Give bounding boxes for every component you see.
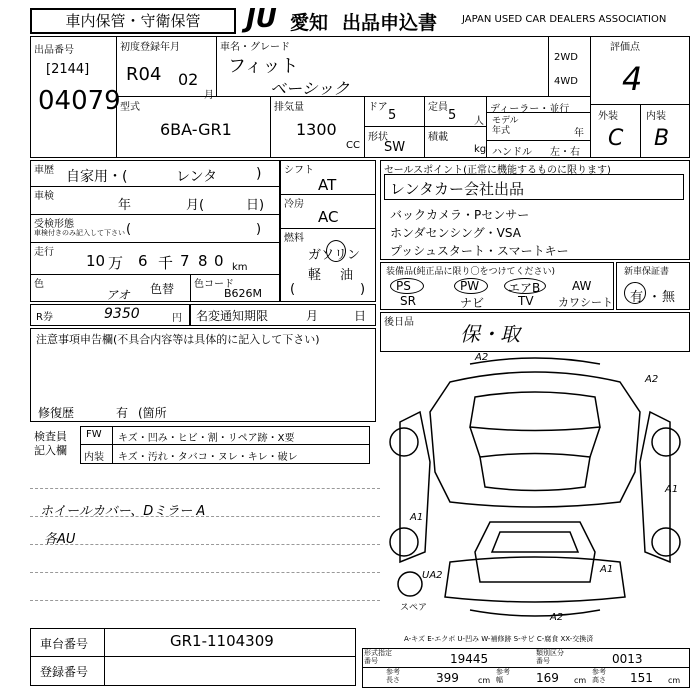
equip-tv: TV: [518, 294, 534, 308]
lot-bracket: [2144]: [46, 62, 90, 77]
equip-leather: カワシート: [558, 296, 613, 309]
displacement-value: 1300: [296, 120, 337, 139]
divider: [590, 36, 591, 158]
doors-value: 5: [388, 108, 397, 123]
warranty-yes-circle: [624, 282, 646, 304]
doors-label: ドア: [368, 102, 388, 113]
inspector-int-text: キズ・汚れ・タバコ・ヌレ・キレ・破レ: [118, 452, 298, 463]
spare-label: スペア: [400, 603, 428, 613]
divider: [104, 628, 105, 686]
reg-label: 初度登録年月: [120, 42, 180, 53]
spec-length-label: 参考 長さ: [386, 668, 400, 684]
divider: [364, 126, 486, 127]
drive-2wd: 2WD: [554, 52, 578, 63]
dealer-lr: 左・右: [550, 147, 580, 158]
cooler-label: 冷房: [284, 199, 304, 210]
spec-length-unit: cm: [478, 676, 491, 685]
divider: [364, 96, 365, 158]
divider: [30, 242, 280, 243]
car-name-label: 車名・グレード: [220, 42, 290, 53]
spec-cat-label: 類別区分 番号: [536, 649, 564, 665]
spec-width: 169: [536, 671, 559, 685]
mileage-u1: 万: [108, 254, 124, 272]
score-value: 4: [622, 60, 643, 98]
spec-type-label: 形式指定 番号: [364, 649, 392, 665]
model-value: 6BA-GR1: [160, 120, 232, 139]
history-close: ): [256, 166, 262, 182]
equip-pw: PW: [460, 279, 480, 293]
name-change-day: 日: [354, 309, 367, 323]
chassis-label: 車台番号: [40, 637, 89, 651]
divider: [30, 656, 356, 657]
load-unit: kg: [474, 144, 487, 155]
accept-note: 車検付きのみ記入して下さい: [34, 229, 125, 237]
body-value: SW: [384, 140, 406, 155]
equip-airbag-circle: [504, 278, 546, 294]
shift-label: シフト: [284, 165, 314, 176]
spec-length: 399: [436, 671, 459, 685]
capacity-label: 定員: [428, 102, 448, 113]
repair-place: (箇所: [138, 406, 167, 420]
damage-mark-left: A1: [410, 512, 424, 523]
mileage-v1: 10: [86, 252, 106, 270]
inspector-fw: FW: [86, 429, 102, 440]
spec-width-label: 参考 幅: [496, 668, 510, 684]
sales-points-label: セールスポイント(正常に機能するものに限ります): [384, 165, 611, 176]
rule-line: [30, 572, 380, 573]
org-english: JAPAN USED CAR DEALERS ASSOCIATION: [462, 14, 667, 25]
car-damage-diagram: [380, 352, 690, 642]
model-label: 型式: [120, 102, 140, 113]
damage-legend: A-キズ E-エクボ U-凹み W-補修跡 S-サビ C-腐食 XX-交換済: [404, 635, 594, 643]
reg-month-unit: 月: [204, 90, 214, 101]
divider: [362, 667, 690, 668]
mileage-v2: 6: [138, 252, 148, 270]
repair-label: 修復歴: [38, 406, 75, 420]
body-label: 形状: [368, 132, 388, 143]
color-code: B626M: [224, 287, 263, 300]
displacement-label: 排気量: [274, 102, 304, 113]
damage-mark-rear-right: A1: [600, 564, 614, 575]
accept-label: 受検形態: [34, 219, 74, 230]
damage-mark-right-front: A2: [645, 374, 659, 385]
recycle-unit: 円: [172, 313, 182, 324]
equip-airbag: エアB: [508, 281, 541, 295]
mileage-label: 走行: [34, 247, 54, 258]
score-ext: C: [608, 126, 624, 151]
mileage-v4: 8: [198, 252, 208, 270]
equip-ps: PS: [396, 279, 411, 293]
sales-point-1: レンタカー会社出品: [390, 180, 525, 198]
name-change-month: 月: [306, 309, 319, 323]
notes-label: 注意事項申告欄(不具合内容等は具体的に記入して下さい): [36, 333, 320, 346]
chassis-value: GR1-1104309: [170, 632, 274, 650]
fuel-gas-circle: [326, 240, 346, 262]
divider: [270, 96, 271, 158]
sales-point-3: ホンダセンシング・VSA: [390, 226, 521, 240]
score-ext-label: 外装: [598, 111, 618, 122]
divider: [30, 186, 280, 187]
mileage-v3: 7: [180, 252, 190, 270]
color-value: アオ: [106, 288, 130, 302]
fuel-light: 軽: [308, 268, 322, 283]
warranty-sep: ・: [648, 290, 662, 305]
rule-line: [30, 600, 380, 601]
divider: [640, 104, 641, 158]
sales-point-2: バックカメラ・Pセンサー: [390, 208, 530, 222]
damage-mark-left-rear: UA2: [422, 570, 443, 581]
accept-open: (: [126, 222, 132, 237]
equip-sr: SR: [400, 294, 416, 308]
history-label: 車歴: [34, 165, 54, 176]
warranty-no: 無: [662, 290, 676, 305]
divider: [486, 140, 590, 141]
spec-type-value: 19445: [450, 652, 489, 666]
fuel-label: 燃料: [284, 233, 304, 244]
regnum-label: 登録番号: [40, 665, 89, 679]
main-frame: [30, 36, 690, 158]
fuel-gas: ガソリン: [308, 248, 361, 263]
inspection-month: 月(: [186, 198, 205, 213]
inspection-label: 車検: [34, 191, 54, 202]
equip-navi: ナビ: [460, 296, 485, 310]
equipment-label: 装備品(純正品に限り〇をつけてください): [386, 267, 556, 277]
dealer-model-year: モデル 年式: [492, 116, 519, 136]
spec-width-unit: cm: [574, 676, 587, 685]
dealer-handle: ハンドル: [492, 147, 532, 158]
inspector-label: 検査員 記入欄: [34, 430, 67, 457]
org-name: 愛知: [290, 12, 329, 34]
mileage-unit: km: [232, 262, 248, 273]
dealer-label: ディーラー・並行: [490, 104, 570, 115]
accept-close: ): [256, 222, 262, 237]
handwritten-note-2: 各AU: [44, 532, 76, 547]
warranty-yes: 有: [630, 290, 644, 305]
color-code-label: 色コード: [194, 279, 234, 290]
damage-mark-rear: A2: [550, 612, 564, 623]
color-label: 色: [34, 279, 44, 290]
spec-cat-value: 0013: [612, 652, 643, 666]
rule-line: [30, 488, 380, 489]
spec-height-label: 参考 高さ: [592, 668, 606, 684]
divider: [80, 444, 370, 445]
inspection-year: 年: [118, 198, 132, 213]
load-label: 積載: [428, 132, 448, 143]
damage-mark-front: A2: [475, 352, 489, 363]
capacity-value: 5: [448, 108, 457, 123]
divider: [486, 96, 487, 158]
ju-logo: JU: [246, 4, 277, 34]
equip-aw: AW: [572, 279, 592, 293]
displacement-unit: CC: [346, 140, 360, 151]
rule-line: [30, 544, 380, 545]
divider: [190, 274, 191, 302]
car-grade: ベーシック: [270, 79, 350, 98]
reg-month: 02: [178, 70, 199, 89]
damage-mark-right: A1: [665, 484, 679, 495]
divider: [216, 36, 217, 96]
divider: [486, 112, 590, 113]
fuel-oil: 油: [340, 268, 354, 283]
score-label: 評価点: [610, 42, 640, 53]
form-title: 出品申込書: [342, 12, 438, 34]
spec-height: 151: [630, 671, 653, 685]
divider: [30, 274, 280, 275]
mileage-v5: 0: [214, 252, 224, 270]
spec-height-unit: cm: [668, 676, 681, 685]
divider: [548, 36, 549, 96]
post-items-label: 後日品: [384, 317, 414, 328]
divider: [112, 426, 113, 464]
divider: [424, 96, 425, 158]
car-name: フィット: [228, 56, 299, 77]
inspection-day: 日): [246, 198, 265, 213]
fuel-close: ): [360, 282, 366, 297]
name-change-label: 名変通知期限: [196, 309, 269, 323]
color-change: 色替: [150, 282, 175, 296]
sales-point-4: プッシュスタート・スマートキー: [390, 244, 569, 258]
lot-label: 出品番号: [34, 45, 74, 56]
fuel-open: (: [290, 282, 296, 297]
reg-era: R04: [126, 64, 162, 85]
history-value: 自家用・(: [66, 169, 128, 185]
score-int: B: [654, 126, 670, 151]
shift-value: AT: [318, 176, 337, 194]
post-items-value: 保・取: [460, 322, 520, 346]
handwritten-note-1: ホイールカバー、Dミラー A: [40, 504, 206, 519]
equip-pw-circle: [454, 278, 488, 294]
mileage-u2: 千: [158, 254, 174, 272]
repair-has: 有: [116, 406, 129, 420]
score-int-label: 内装: [646, 111, 666, 122]
inspector-fw-text: キズ・凹み・ヒビ・割・リペア跡・X要: [118, 433, 295, 444]
warranty-label: 新車保証書: [624, 267, 670, 277]
equip-ps-circle: [390, 278, 424, 294]
divider: [116, 96, 590, 97]
history-rental: レンタ: [176, 169, 218, 185]
lot-number: 04079: [38, 86, 121, 116]
recycle-value: 9350: [104, 306, 140, 322]
capacity-unit: 人: [474, 116, 484, 127]
inspector-int: 内装: [84, 452, 104, 463]
recycle-label: R券: [36, 312, 53, 323]
divider: [116, 36, 117, 158]
storage-badge: 車内保管・守衛保管: [30, 8, 236, 34]
drive-4wd: 4WD: [554, 76, 578, 87]
dealer-year: 年: [574, 128, 584, 139]
cooler-value: AC: [318, 208, 339, 226]
post-items-box: [380, 312, 690, 352]
